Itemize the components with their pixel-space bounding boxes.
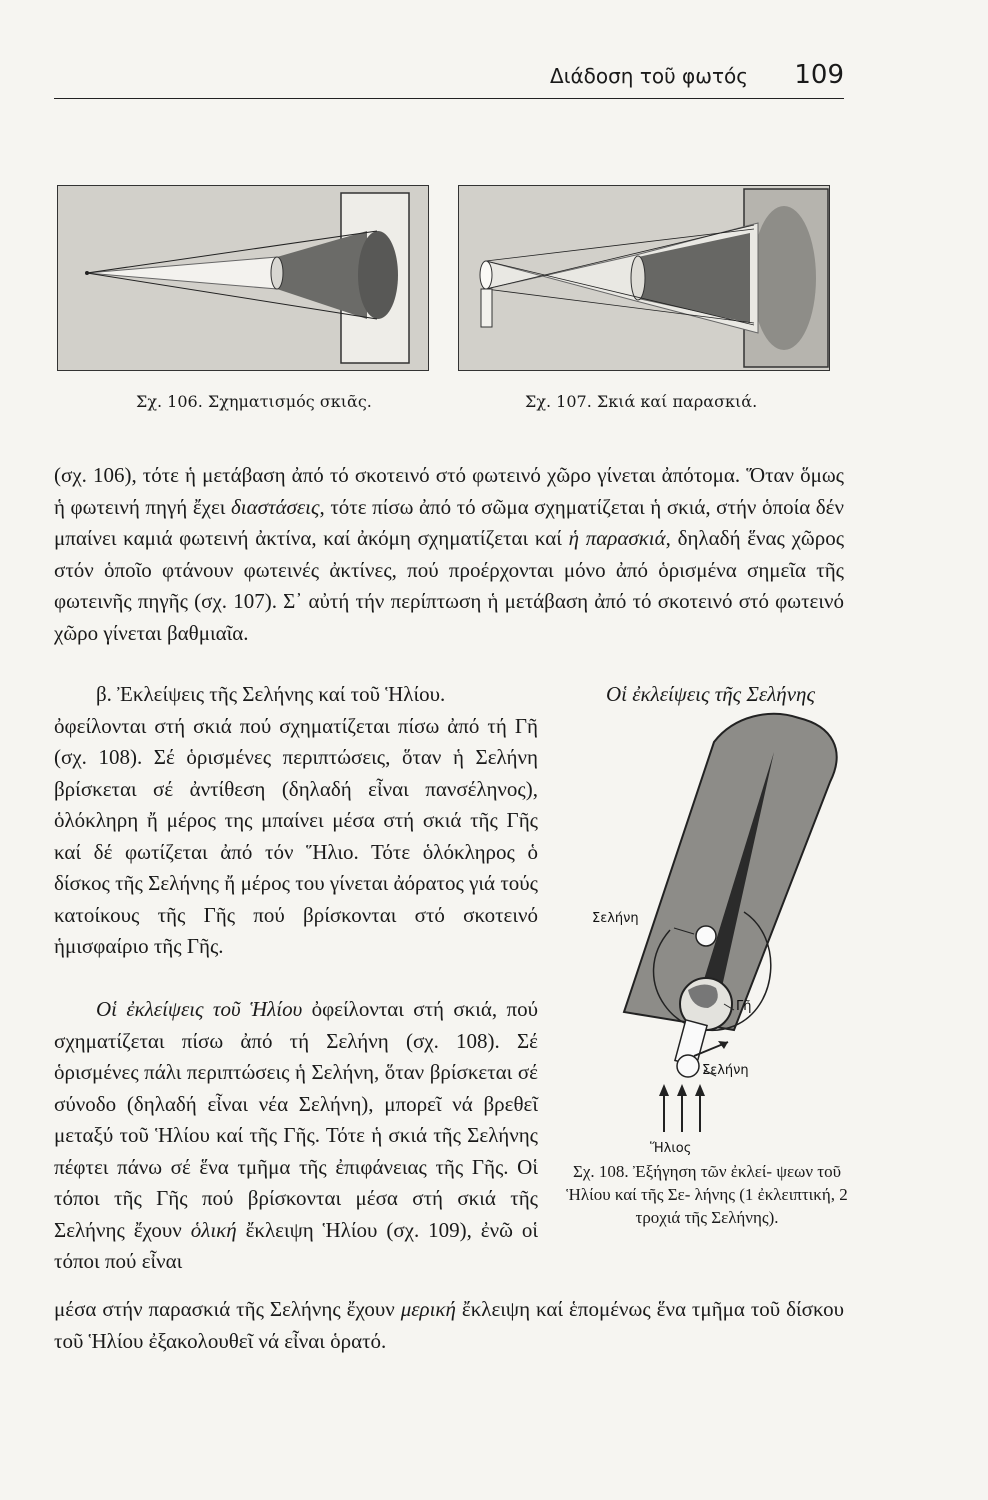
paragraph-text: (σχ. 106), τότε ἡ μετάβαση ἀπό τό σκοτεινό στό φωτεινό χῶρο γίνεται ἀπότομα. Ὅταν ὅμως ἡ φωτεινή πηγή ἔχει — [54, 463, 844, 519]
paragraph-shadow-penumbra — [54, 460, 844, 649]
figure-107-caption: Σχ. 107. Σκιά καί παρασκιά. — [525, 392, 758, 411]
paragraph-solar-eclipse — [54, 994, 538, 1278]
emphasis-partial: μερική — [400, 1297, 456, 1321]
figure-106-shadow-formation — [57, 185, 429, 371]
label-sun: Ἥλιος — [650, 1141, 692, 1156]
paragraph-text: ὀφείλονται στή σκιά, πού σχηματίζεται πίσω ἀπό τή Σελήνη (σχ. 108). Σέ ὁρισμένες πάλι περιπτώσεις ἡ Σελήνη, ὅταν βρίσκεται σέ σύνοδο (δηλαδή εἶναι νέα Σελήνη), μπορεῖ νά βρεθεῖ μεταξύ τοῦ Ἡλίου καί τῆς Γῆς. Τότε ἡ σκιά τῆς Σελήνης πέφτει πάνω σέ ἕνα τμῆμα τῆς ἐπιφάνειας τῆς Γῆς. Οἱ τόποι τῆς Γῆς πού βρίσκονται μέσα στή σκιά τῆς Σελήνης ἔχουν — [54, 997, 539, 1242]
paragraph-text: μέσα στήν παρασκιά τῆς Σελήνης ἔχουν — [54, 1297, 401, 1321]
emphasis-penumbra: ἡ παρασκιά — [568, 526, 666, 550]
label-earth: Γῆ — [736, 999, 752, 1014]
paragraph-text: , δηλαδή ἕνας χῶρος στόν ὁποῖο φτάνουν φωτεινές ἀκτίνες, πού προέρχονται μόνο ἀπό ὁρισμένα σημεῖα τῆς φωτεινῆς πηγῆς (σχ. 107). Σ᾽ αὐτή τήν περίπτωση ἡ μετάβαση ἀπό τό σκοτεινό στό φωτεινό χῶρο γίνεται βαθμιαῖα. — [54, 526, 845, 645]
figure-108-eclipse-diagram — [584, 712, 854, 1162]
emphasis-dimensions: διαστάσεις — [231, 494, 320, 519]
label-moon-1: Σελήνη — [592, 911, 639, 926]
paragraph-text: ἔκλειψη Ἡλίου (σχ. 109), ἐνῶ οἱ τόποι πού εἶναι — [54, 1217, 538, 1273]
paragraph-text: ἔκλειψη καί ἑπομένως ἕνα τμῆμα τοῦ δίσκου τοῦ Ἡλίου ἐξακολουθεῖ νά εἶναι ὁρατό. — [54, 1297, 844, 1353]
paragraph-partial-eclipse — [54, 1294, 844, 1357]
page-header — [54, 58, 844, 99]
section-heading-eclipses: β. Ἐκλείψεις τῆς Σελήνης καί τοῦ Ἡλίου. — [96, 682, 446, 706]
figure-107-shadow-penumbra — [458, 185, 830, 371]
figure-108-caption: Σχ. 108. Ἐξήγηση τῶν ἐκλεί- ψεων τοῦ Ἡλίου καί τῆς Σε- λήνης (1 ἐκλειπτική, 2 τροχιά τῆς Σελήνης). — [566, 1162, 848, 1227]
paragraph-lunar-eclipse — [54, 679, 815, 963]
emphasis-lunar-eclipses: Οἱ ἐκλείψεις τῆς Σελήνης — [606, 682, 815, 706]
emphasis-total: ὁλική — [190, 1217, 237, 1242]
page-number: 109 — [794, 60, 844, 90]
figure-106-caption: Σχ. 106. Σχηματισμός σκιᾶς. — [136, 392, 372, 411]
label-moon-2: Σελήνη — [702, 1063, 749, 1078]
paragraph-text: ὀφείλονται στή σκιά πού σχηματίζεται πίσω ἀπό τή Γῆ (σχ. 108). Σέ ὁρισμένες περιπτώσεις, ὅταν ἡ Σελήνη βρίσκεται σέ ἀντίθεση (δηλαδή εἶναι πανσέληνος), ὁλόκληρη ἤ μέρος της μπαίνει μέσα στή σκιά τῆς Γῆς καί δέ φωτίζεται ἀπό τόν Ἥλιο. Τότε ὁλόκληρος ὁ δίσκος τῆς Σελήνης ἤ μέρος του γίνεται ἀόρατος γιά τούς κατοίκους τῆς Γῆς πού βρίσκονται στό σκοτεινό ἡμισφαίριο τῆς Γῆς. — [54, 713, 538, 958]
emphasis-solar-eclipses: Οἱ ἐκλείψεις τοῦ Ἡλίου — [96, 997, 303, 1021]
running-head: Διάδοση τοῦ φωτός — [550, 64, 748, 88]
paragraph-text: , τότε πίσω ἀπό τό σῶμα σχηματίζεται ἡ σκιά, στήν ὁποία δέν μπαίνει καμιά φωτεινή ἀκτίνα, καί ἀκόμη σχηματίζεται καί — [54, 494, 844, 550]
